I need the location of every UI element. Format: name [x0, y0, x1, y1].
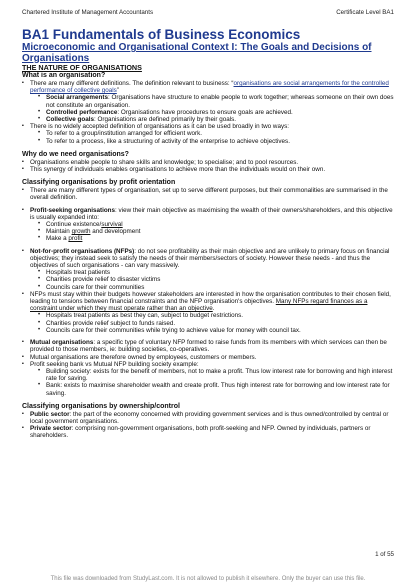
what-list	[22, 80, 396, 145]
header-level: Certificate Level BA1	[336, 9, 394, 16]
list-item: • Make a profit	[38, 235, 396, 242]
list-item: • Hospitals treat patients	[38, 269, 396, 276]
document-body	[22, 28, 396, 440]
list-item: • Building society: exists for the benefit of members, not to make a profit. Thus low interest rate for borrowing and high interest rate for saving.	[38, 368, 396, 382]
list-item: • Social arrangements: Organisations have structure to enable people to work together; whereas someone on their own does not constitute an organisation.	[38, 94, 396, 108]
list-item: • Continue existence/survival	[38, 221, 396, 228]
document-subtitle: Microeconomic and Organisational Context I: The Goals and Decisions of Organisations	[22, 42, 372, 64]
list-item: • Collective goals: Organisations are defined primarily by their goals.	[38, 116, 396, 123]
document-title: BA1 Fundamentals of Business Economics	[22, 27, 301, 42]
list-item: ▪ Public sector: the part of the economy concerned with providing government services and is thus owned/controlled by central or local government organisations.	[22, 411, 396, 425]
list-item: • Charities provide relief subject to funds raised.	[38, 320, 396, 327]
list-item: ▪ Profit seeking bank vs Mutual NFP building society example: • Building society: exists for the benefit of members, not to make a profit. Thus low interest rate for borrowing and high interest rate for saving. • Bank: exists to maximise shareholder wealth and create profit. Thus high interest rate for borrowing and low interest rate for saving.	[22, 361, 396, 397]
heading-profit-orientation: Classifying organisations by profit orientation	[22, 179, 176, 187]
list-item: ▪ Mutual organisations: a specific type of voluntary NFP formed to raise funds from its members with which services can then be provided to those members, ie: building societies, co-operatives.	[22, 339, 396, 353]
list-item: • Charities provide relief to disaster victims	[38, 276, 396, 283]
list-item: ▪ There is no widely accepted definition of organisations as it can be used broadly in two ways: • To refer to a group/institution arranged for efficient work. • To refer to a process, like a structuring of activity of the enterprise to achieve objectives.	[22, 123, 396, 145]
list-item: ▪ Profit-seeking organisations: view their main objective as maximising the wealth of their owners/shareholders, and this objective is usually expanded into: • Continue existence/survival • Maintain growth and development • Make a profit	[22, 207, 396, 243]
list-item: • Bank: exists to maximise shareholder wealth and create profit. Thus high interest rate for borrowing and low interest rate for saving.	[38, 382, 396, 396]
list-item: • Councils care for their communities	[38, 284, 396, 291]
list-item: ▪ There are many different definitions. The definition relevant to business: “organisations are social arrangements for the controlled performance of collective goals” • Social arrangements: Organisations have structure to enable people to work together; whereas someone on their own does not constitute an organisation. • Controlled performance: Organisations have procedures to ensure goals are achieved. • Collective goals: Organisations are defined primarily by their goals.	[22, 80, 396, 123]
list-item: ▪ This synergy of individuals enables organisations to achieve more than the individuals would on their own.	[22, 166, 396, 173]
list-item: • Councils care for their communities while trying to achieve value for money with council tax.	[38, 327, 396, 334]
header-institute: Chartered Institute of Management Accountants	[22, 9, 154, 16]
definition-link[interactable]: organisations are social arrangements for the controlled performance of collective goals	[30, 80, 389, 95]
list-item: ▪ NFPs must stay within their budgets however stakeholders are interested in how the organisation contributes to their chosen field, leading to tensions between financial constraints and the NFP organisation's objectives. Many NFPs regard finances as a constraint under which they must operate rather than an objective. • Hospitals treat patients as best they can, subject to budget restrictions. • Charities provide relief subject to funds raised. • Councils care for their communities while trying to achieve value for money with council tax.	[22, 291, 396, 334]
list-item: • Maintain growth and development	[38, 228, 396, 235]
section-heading: THE NATURE OF ORGANISATIONS	[22, 63, 142, 72]
list-item: • Controlled performance: Organisations have procedures to ensure goals are achieved.	[38, 109, 396, 116]
heading-why-need-organisations: Why do we need organisations?	[22, 150, 129, 158]
list-item: • To refer to a process, like a structuring of activity of the enterprise to achieve objectives.	[38, 138, 396, 145]
list-item: ▪ Private sector: comprising non-government organisations, both profit-seeking and NFP. Owned by individuals, partners or shareholders.	[22, 425, 396, 439]
list-item: ▪ There are many different types of organisation, set up to serve different purposes, but their commonalities are summarised in the overall definition.	[22, 187, 396, 201]
heading-ownership-control: Classifying organisations by ownership/control	[22, 402, 180, 410]
heading-what-is-organisation: What is an organisation?	[22, 72, 106, 79]
page-number: 1 of 55	[375, 551, 394, 558]
list-item: ▪ Not-for-profit organisations (NFPs): do not see profitability as their main objective and are unlikely to primary focus on financial objectives; they instead seek to satisfy the needs of their members/sectors of society. However these needs - and thus the objectives of such organisations - can vary massively. • Hospitals treat patients • Charities provide relief to disaster victims • Councils care for their communities	[22, 248, 396, 291]
list-item: ▪ Organisations enable people to share skills and knowledge; to specialise; and to pool resources.	[22, 159, 396, 166]
list-item: • To refer to a group/institution arranged for efficient work.	[38, 130, 396, 137]
list-item: • Hospitals treat patients as best they can, subject to budget restrictions.	[38, 312, 396, 319]
download-watermark-note: This file was downloaded from StudyLast.com. It is not allowed to publish it elsewhere. Only the buyer can use this file.	[50, 576, 366, 582]
list-item: ▪ Mutual organisations are therefore owned by employees, customers or members.	[22, 354, 396, 361]
